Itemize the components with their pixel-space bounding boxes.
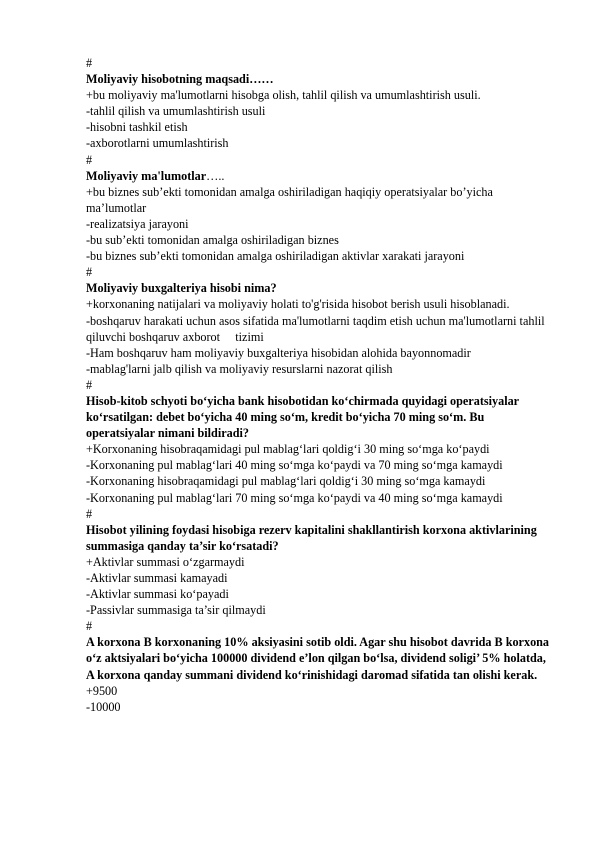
answer-option: -bu biznes sub’ekti tomonidan amalga oshiriladigan aktivlar xarakati jarayoni [86,249,465,264]
answer-option: -boshqaruv harakati uchun asos sifatida ma'lumotlarni taqdim etish uchun ma'lumotlarni tahlil qiluvchi boshqaruv axborot tizimi [86,313,548,344]
question-text: Moliyaviy hisobotning maqsadi…… [86,72,274,87]
document-page [86,55,556,715]
answer-option: -Korxonaning pul mablag‘lari 40 ming so‘mga ko‘paydi va 70 ming so‘mga kamaydi [86,458,503,473]
question-marker: # [86,265,93,280]
answer-option: +bu moliyaviy ma'lumotlarni hisobga olish, tahlil qilish va umumlashtirish usuli. [86,88,481,103]
question-text: Moliyaviy ma'lumotlar [86,168,207,183]
answer-option: -Passivlar summasiga ta’sir qilmaydi [86,603,266,618]
question-text: Hisobot yilining foydasi hisobiga rezerv kapitalini shakllantirish korxona aktivlarining summasiga qanday ta’sir ko‘rsatadi? [86,522,540,553]
answer-option: +9500 [86,683,118,698]
question-line [86,168,556,184]
answer-option: -10000 [86,699,121,714]
answer-option: -hisobni tashkil etish [86,120,188,135]
answer-option: -Aktivlar summasi kamayadi [86,571,228,585]
question-marker: # [86,56,93,70]
answer-option: +Aktivlar summasi o‘zgarmaydi [86,554,245,569]
question-marker: # [86,619,93,634]
answer-option: -bu sub’ekti tomonidan amalga oshiriladigan biznes [86,233,339,248]
answer-option: -Korxonaning pul mablag‘lari 70 ming so‘mga ko‘paydi va 40 ming so‘mga kamaydi [86,490,503,505]
answer-option: +Korxonaning hisobraqamidagi pul mablag‘lari qoldig‘i 30 ming so‘mga ko‘paydi [86,442,490,457]
question-text: A korxona B korxonaning 10% aksiyasini sotib oldi. Agar shu hisobot davrida B korxona o‘z aktsiyalari bo‘yicha 100000 dividend e’lon qilgan bo‘lsa, dividend soligi’ 5% holatda, A korxona qanday summani dividend ko‘rinishidagi daromad sifatida tan olishi kerak. [86,635,553,682]
question-suffix: ….. [206,168,225,183]
answer-option: +korxonaning natijalari va moliyaviy holati to'g'risida hisobot berish usuli hisoblanadi. [86,297,510,312]
answer-option: -Aktivlar summasi ko‘payadi [86,587,229,602]
question-text: Hisob-kitob schyoti bo‘yicha bank hisobotidan ko‘chirmada quyidagi operatsiyalar ko‘rsatilgan: debet bo‘yicha 40 ming so‘m, kredit bo‘yicha 70 ming so‘m. Bu operatsiyalar nimani bildiradi? [86,393,522,441]
answer-option: -Ham boshqaruv ham moliyaviy buxgalteriya hisobidan alohida bayonnomadir [86,345,471,360]
answer-option: -axborotlarni umumlashtirish [86,136,229,151]
answer-option: -Korxonaning hisobraqamidagi pul mablag‘lari qoldig‘i 30 ming so‘mga kamaydi [86,474,486,489]
answer-option: -realizatsiya jarayoni [86,216,189,231]
question-marker: # [86,377,93,392]
question-marker: # [86,506,93,521]
question-text: Moliyaviy buxgalteriya hisobi nima? [86,281,277,296]
answer-option: -tahlil qilish va umumlashtirish usuli [86,104,266,119]
answer-option: -mablag'larni jalb qilish va moliyaviy resurslarni nazorat qilish [86,361,393,376]
question-marker: # [86,152,93,167]
answer-option: +bu biznes sub’ekti tomonidan amalga oshiriladigan haqiqiy operatsiyalar bo’yicha ma’lumotlar [86,184,496,215]
